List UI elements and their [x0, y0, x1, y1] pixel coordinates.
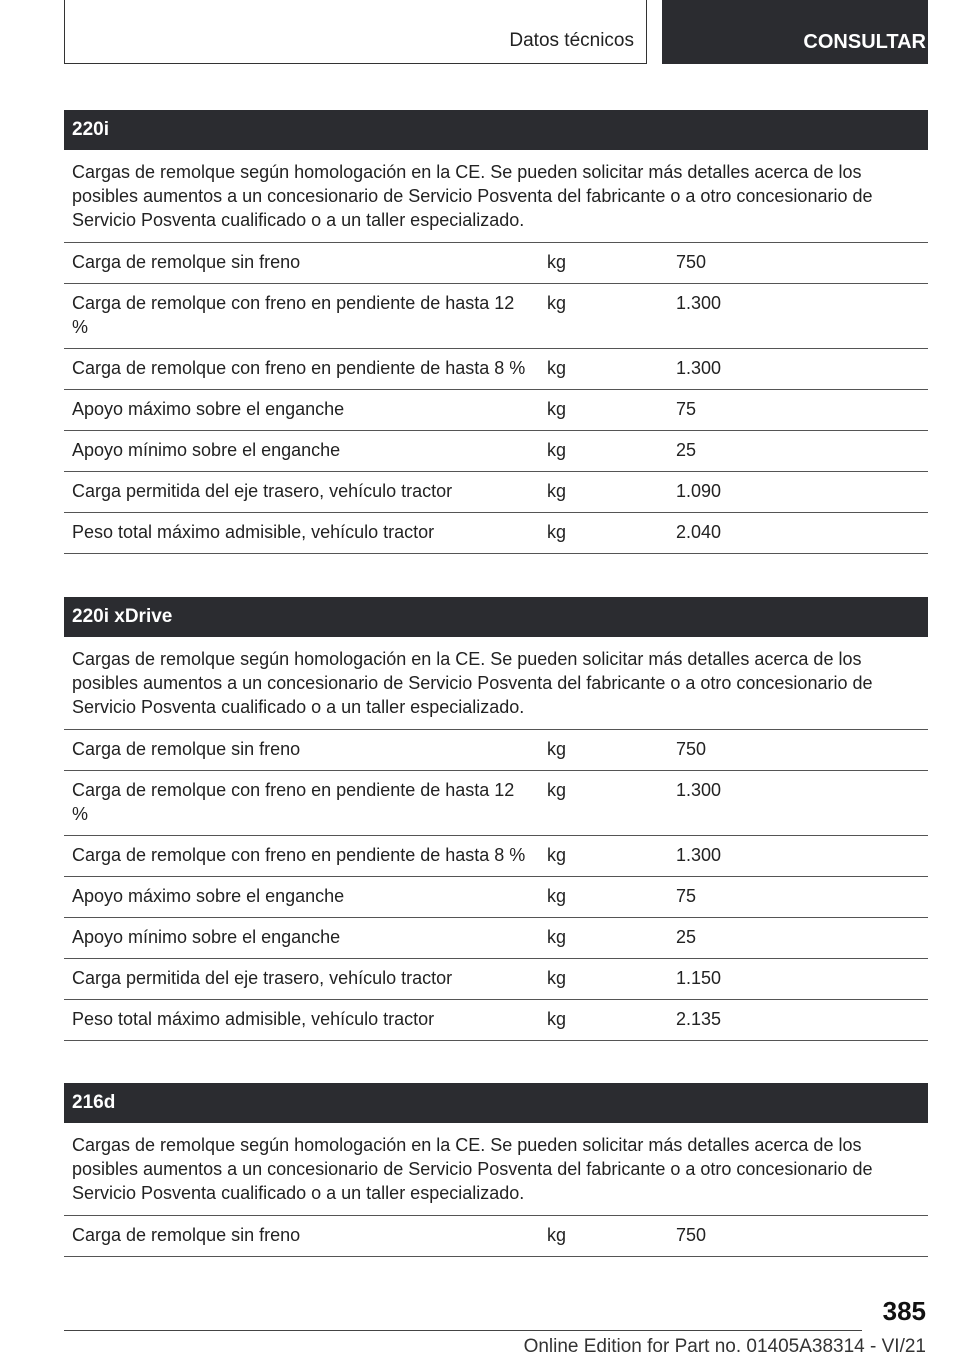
- row-label: Carga permitida del eje trasero, vehículo tractor: [72, 968, 453, 988]
- row-value: 1.300: [676, 845, 722, 865]
- row-unit: kg: [547, 252, 567, 272]
- spec-table-title: 216d: [64, 1083, 928, 1123]
- section-title: Datos técnicos: [509, 30, 634, 51]
- row-value: 2.135: [676, 1009, 722, 1029]
- row-label: Carga de remolque con freno en pendiente de hasta 8 %: [72, 845, 526, 865]
- row-value: 25: [676, 927, 697, 947]
- page-header: [64, 0, 928, 64]
- row-unit: kg: [547, 481, 567, 501]
- row-unit: kg: [547, 399, 567, 419]
- row-label: Carga de remolque con freno en pendiente de hasta 8 %: [72, 358, 526, 378]
- table-row: [64, 284, 928, 349]
- row-label: Apoyo mínimo sobre el enganche: [72, 927, 341, 947]
- row-value: 1.090: [676, 481, 722, 501]
- table-row: [64, 959, 928, 1000]
- row-unit: kg: [547, 440, 567, 460]
- table-row: [64, 390, 928, 431]
- row-unit: kg: [547, 927, 567, 947]
- row-value: 750: [676, 739, 707, 759]
- row-label: Carga de remolque sin freno: [72, 1225, 301, 1245]
- spec-table-216d: [64, 1083, 928, 1257]
- table-row: [64, 836, 928, 877]
- row-value: 750: [676, 1225, 707, 1245]
- spec-table-220i-xdrive: [64, 597, 928, 1041]
- row-unit: kg: [547, 1225, 567, 1245]
- row-unit: kg: [547, 522, 567, 542]
- page-number: 385: [882, 1296, 926, 1326]
- spec-table-title: 220i xDrive: [64, 597, 928, 637]
- section-tab[interactable]: [64, 0, 647, 64]
- row-label: Apoyo máximo sobre el enganche: [72, 886, 345, 906]
- chapter-title: CONSULTAR: [803, 31, 926, 53]
- row-label: Peso total máximo admisible, vehículo tractor: [72, 522, 435, 542]
- row-unit: kg: [547, 358, 567, 378]
- row-unit: kg: [547, 293, 567, 313]
- spec-table-title: 220i: [64, 110, 928, 150]
- chapter-tab[interactable]: [662, 0, 928, 64]
- table-row: [64, 243, 928, 284]
- table-row: [64, 472, 928, 513]
- row-label: Peso total máximo admisible, vehículo tractor: [72, 1009, 435, 1029]
- table-row: [64, 1000, 928, 1041]
- row-label: Carga de remolque sin freno: [72, 739, 301, 759]
- row-unit: kg: [547, 845, 567, 865]
- row-label: Carga permitida del eje trasero, vehículo tractor: [72, 481, 453, 501]
- row-unit: kg: [547, 780, 567, 800]
- footer-divider: [64, 1330, 862, 1331]
- spec-table-description: Cargas de remolque según homologación en la CE. Se pueden solicitar más detalles acerca de los posibles aumentos a un concesionario de Servicio Posventa del fabricante o a otro concesionario de Servicio Posventa cualificado o a un taller especializado.: [64, 1123, 928, 1216]
- table-row: [64, 771, 928, 836]
- spec-table-220i: [64, 110, 928, 554]
- row-label: Carga de remolque con freno en pendiente de hasta 12 %: [72, 293, 515, 337]
- table-row: [64, 513, 928, 554]
- row-value: 75: [676, 399, 697, 419]
- row-value: 25: [676, 440, 697, 460]
- row-label: Apoyo mínimo sobre el enganche: [72, 440, 341, 460]
- row-label: Carga de remolque sin freno: [72, 252, 301, 272]
- row-label: Apoyo máximo sobre el enganche: [72, 399, 345, 419]
- row-value: 1.150: [676, 968, 722, 988]
- row-unit: kg: [547, 886, 567, 906]
- edition-note: Online Edition for Part no. 01405A38314 - VI/21: [523, 1336, 926, 1357]
- table-row: [64, 349, 928, 390]
- table-row: [64, 431, 928, 472]
- row-value: 2.040: [676, 522, 722, 542]
- row-unit: kg: [547, 739, 567, 759]
- table-row: [64, 1216, 928, 1257]
- row-unit: kg: [547, 968, 567, 988]
- row-value: 750: [676, 252, 707, 272]
- row-value: 1.300: [676, 780, 722, 800]
- spec-table-description: Cargas de remolque según homologación en la CE. Se pueden solicitar más detalles acerca de los posibles aumentos a un concesionario de Servicio Posventa del fabricante o a otro concesionario de Servicio Posventa cualificado o a un taller especializado.: [64, 637, 928, 730]
- table-row: [64, 877, 928, 918]
- row-label: Carga de remolque con freno en pendiente de hasta 12 %: [72, 780, 515, 824]
- row-value: 1.300: [676, 358, 722, 378]
- row-unit: kg: [547, 1009, 567, 1029]
- row-value: 1.300: [676, 293, 722, 313]
- table-row: [64, 730, 928, 771]
- table-row: [64, 918, 928, 959]
- row-value: 75: [676, 886, 697, 906]
- spec-table-description: Cargas de remolque según homologación en la CE. Se pueden solicitar más detalles acerca de los posibles aumentos a un concesionario de Servicio Posventa del fabricante o a otro concesionario de Servicio Posventa cualificado o a un taller especializado.: [64, 150, 928, 243]
